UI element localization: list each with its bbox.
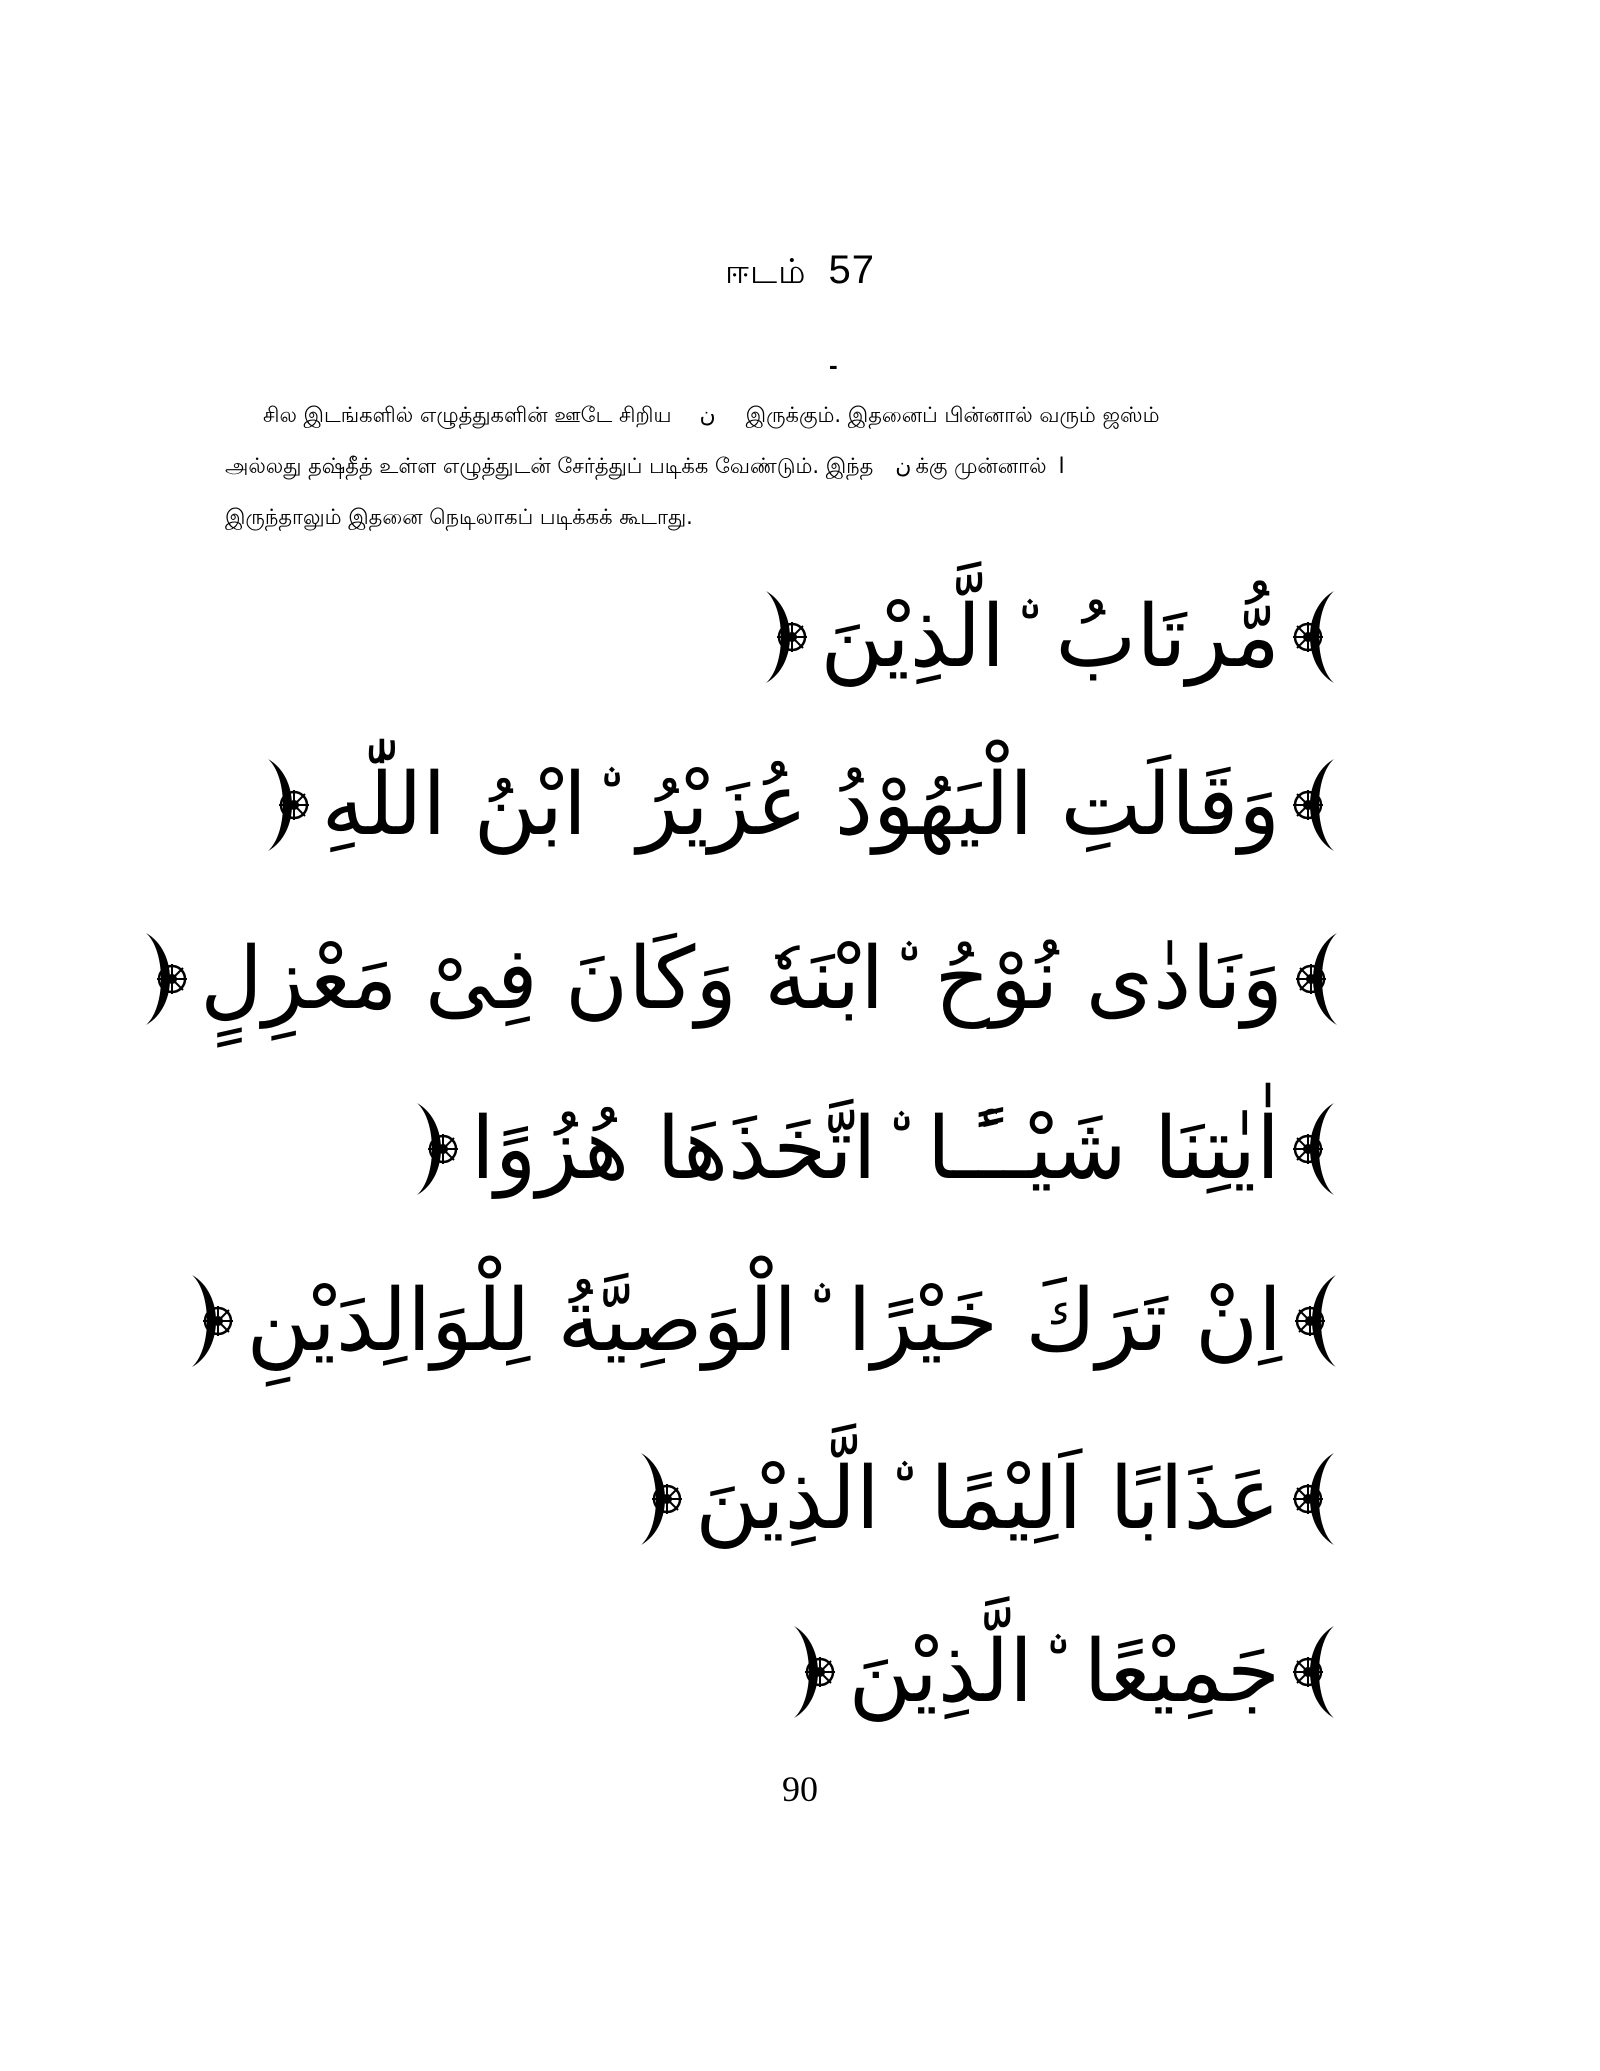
intro-text: அல்லது தஷ்தீத் உள்ள எழுத்துடன் சேர்த்துப் படிக்க வேண்டும். இந்த [225,454,874,478]
verse-start-ornament-icon [1284,1099,1348,1199]
verse-line [399,1082,1352,1202]
verse-line [748,570,1352,690]
verse-start-ornament-icon [1284,587,1348,687]
verse-end-ornament-icon [627,1449,691,1549]
verse-text: اٰيٰتِنَا شَيْــًٔـا ۨاتَّخَذَهَا هُزُوًا [470,1098,1280,1199]
verse-text: عَذَابًا اَلِيْمًا ۨالَّذِيْنَ [695,1448,1280,1549]
verse-line [623,1432,1352,1552]
verse-line [128,912,1355,1032]
intro-paragraph [225,390,1385,543]
arabic-alif-symbol: ا [1058,454,1065,479]
verse-start-ornament-icon [1287,929,1351,1029]
intro-text: இருக்கும். இதனைப் பின்னால் வரும் ஜஸ்ம் [745,403,1160,427]
verse-text: جَمِيْعًا ۨالَّذِيْنَ [848,1621,1280,1722]
verse-line [174,1254,1354,1374]
verse-start-ornament-icon [1286,1271,1350,1371]
verse-end-ornament-icon [780,1622,844,1722]
arabic-letter-symbol: ن [699,403,716,428]
lesson-word: ஈடம் [725,252,807,292]
verse-line [250,738,1352,858]
verse-end-ornament-icon [178,1271,242,1371]
verse-end-ornament-icon [254,755,318,855]
dash-mark: - [829,350,838,380]
verse-text: وَقَالَتِ الْيَهُوْدُ عُزَيْرُ ۨابْنُ اللّٰهِ [321,754,1280,855]
intro-line-1 [225,390,1385,441]
lesson-number: 57 [828,248,875,292]
verse-start-ornament-icon [1284,755,1348,855]
intro-line-2 [225,441,1385,492]
intro-text: க்கு முன்னால் [915,454,1047,478]
page-number: 90 [782,1769,818,1809]
verse-end-ornament-icon [403,1099,467,1199]
intro-text: இருந்தாலும் இதனை நெடிலாகப் படிக்கக் கூடாது. [225,505,693,529]
verse-text: مُّرتَابُ ۨالَّذِيْنَ [820,586,1280,687]
arabic-letter-symbol: ن [895,454,912,479]
verse-start-ornament-icon [1284,1622,1348,1722]
verse-start-ornament-icon [1284,1449,1348,1549]
verse-line [776,1605,1352,1725]
verse-text: وَنَادٰى نُوْحُ ۨابْنَهٗ وَكَانَ فِىْ مَعْزِلٍ [200,928,1283,1029]
lesson-title [0,248,1600,296]
intro-line-3 [225,492,1385,543]
verse-end-ornament-icon [132,929,196,1029]
intro-text: சில இடங்களில் எழுத்துகளின் ஊடே சிறிய [263,403,672,427]
verse-end-ornament-icon [752,587,816,687]
verse-text: اِنْ تَرَكَ خَيْرًا ۨالْوَصِيَّةُ لِلْوَالِدَيْنِ [246,1270,1282,1371]
